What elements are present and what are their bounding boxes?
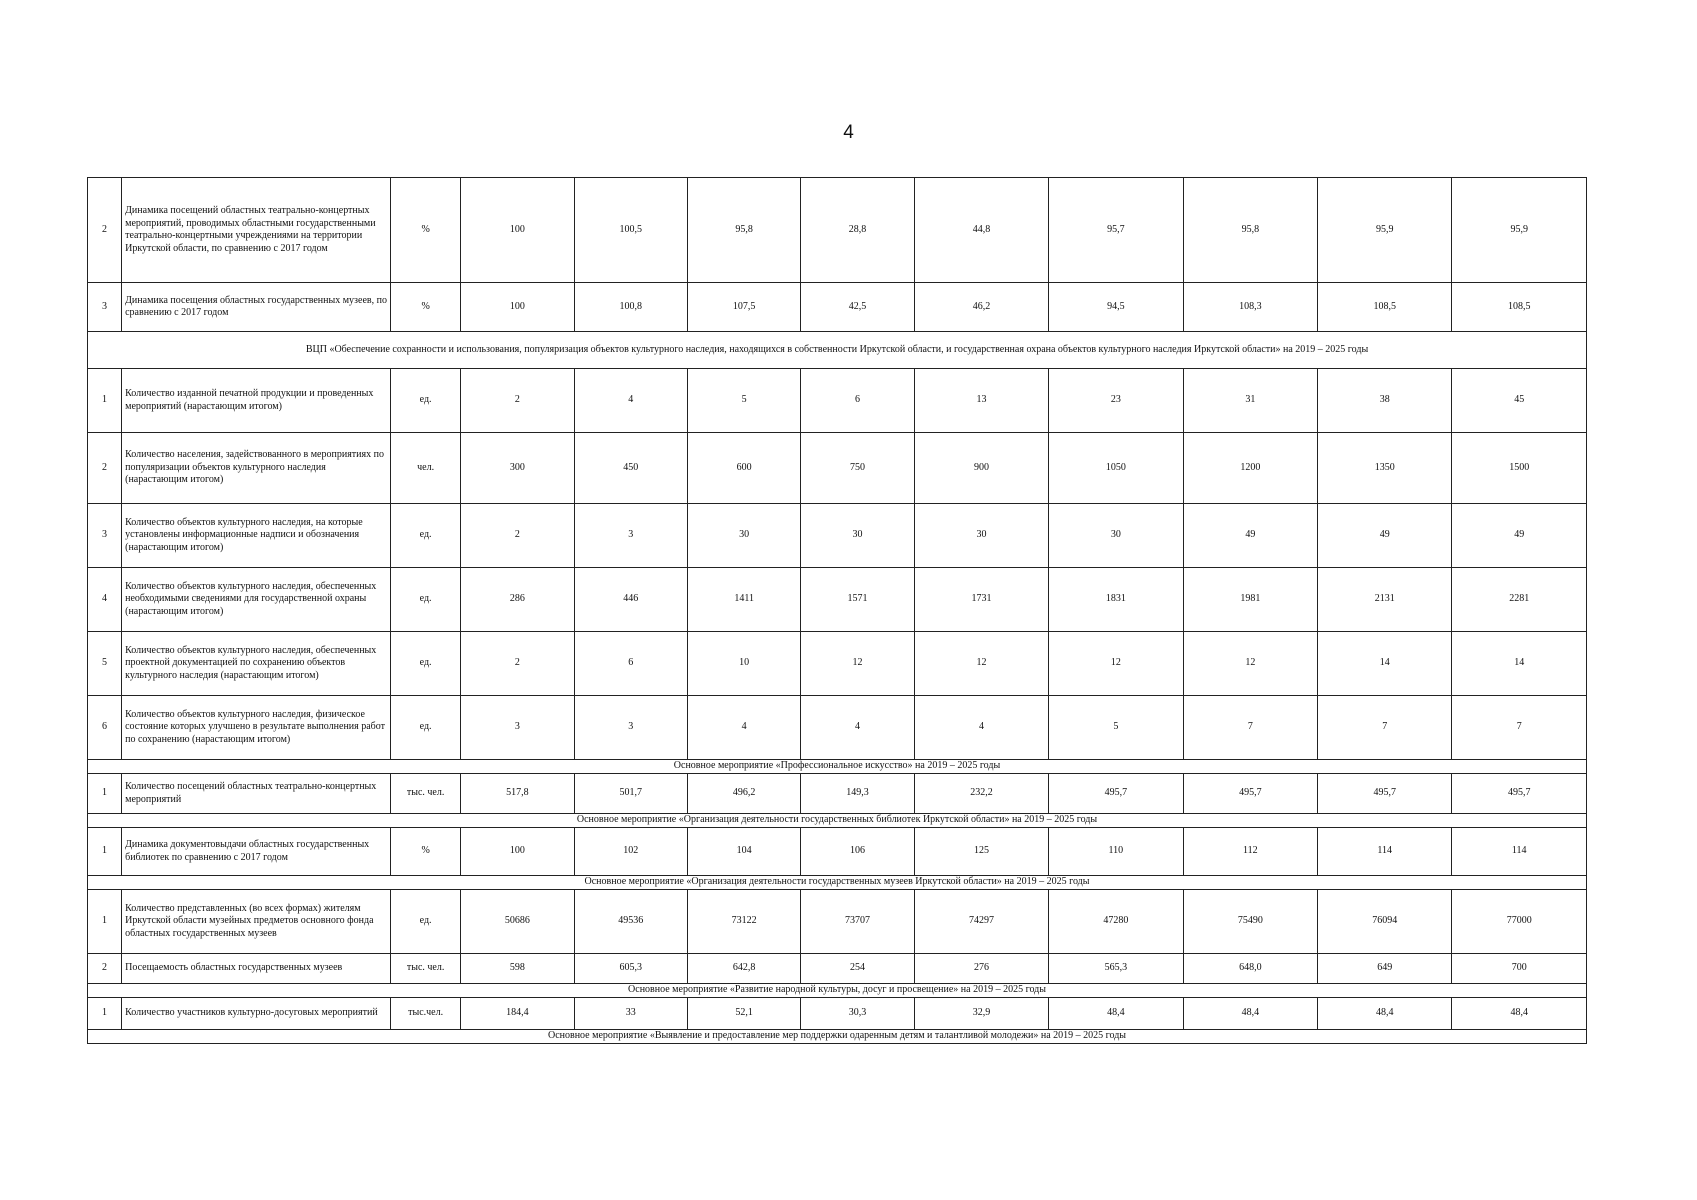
value-cell: 30,3 <box>801 998 914 1030</box>
unit: ед. <box>391 696 461 760</box>
value-cell: 14 <box>1318 632 1452 696</box>
indicator-name: Количество объектов культурного наследия, обеспеченных необходимыми сведениями для государственной охраны (нарастающим итогом) <box>122 568 391 632</box>
value-cell: 495,7 <box>1049 774 1183 814</box>
value-cell: 750 <box>801 433 914 504</box>
table-row <box>88 954 1587 984</box>
row-number: 1 <box>88 890 122 954</box>
value-cell: 649 <box>1318 954 1452 984</box>
section-title: Основное мероприятие «Профессиональное искусство» на 2019 – 2025 годы <box>88 760 1587 774</box>
value-cell: 300 <box>461 433 574 504</box>
value-cell: 114 <box>1452 828 1587 876</box>
value-cell: 30 <box>801 504 914 568</box>
section-title: Основное мероприятие «Организация деятельности государственных библиотек Иркутской области» на 2019 – 2025 годы <box>88 814 1587 828</box>
value-cell: 496,2 <box>687 774 800 814</box>
value-cell: 1731 <box>914 568 1048 632</box>
table-row <box>88 998 1587 1030</box>
value-cell: 149,3 <box>801 774 914 814</box>
table-row <box>88 774 1587 814</box>
section-header <box>88 984 1587 998</box>
value-cell: 45 <box>1452 369 1587 433</box>
value-cell: 31 <box>1183 369 1317 433</box>
value-cell: 125 <box>914 828 1048 876</box>
value-cell: 605,3 <box>574 954 687 984</box>
value-cell: 106 <box>801 828 914 876</box>
value-cell: 2 <box>461 504 574 568</box>
value-cell: 598 <box>461 954 574 984</box>
indicator-name: Количество участников культурно-досуговых мероприятий <box>122 998 391 1030</box>
value-cell: 3 <box>574 696 687 760</box>
section-header <box>88 814 1587 828</box>
value-cell: 38 <box>1318 369 1452 433</box>
section-header <box>88 1030 1587 1044</box>
value-cell: 450 <box>574 433 687 504</box>
indicator-name: Количество населения, задействованного в мероприятиях по популяризации объектов культурного наследия (нарастающим итогом) <box>122 433 391 504</box>
indicator-name: Динамика посещений областных театрально-концертных мероприятий, проводимых областными государственными театрально-концертными учреждениями на территории Иркутской области, по сравнению с 2017 годом <box>122 178 391 283</box>
value-cell: 104 <box>687 828 800 876</box>
indicator-name: Динамика документовыдачи областных государственных библиотек по сравнению с 2017 годом <box>122 828 391 876</box>
value-cell: 254 <box>801 954 914 984</box>
value-cell: 49 <box>1452 504 1587 568</box>
unit: % <box>391 178 461 283</box>
row-number: 2 <box>88 433 122 504</box>
row-number: 6 <box>88 696 122 760</box>
value-cell: 565,3 <box>1049 954 1183 984</box>
value-cell: 12 <box>914 632 1048 696</box>
value-cell: 30 <box>687 504 800 568</box>
value-cell: 495,7 <box>1318 774 1452 814</box>
unit: тыс.чел. <box>391 998 461 1030</box>
page-number: 4 <box>843 122 854 143</box>
table-row <box>88 433 1587 504</box>
table-row <box>88 632 1587 696</box>
unit: ед. <box>391 504 461 568</box>
value-cell: 1411 <box>687 568 800 632</box>
value-cell: 48,4 <box>1452 998 1587 1030</box>
value-cell: 30 <box>1049 504 1183 568</box>
value-cell: 48,4 <box>1318 998 1452 1030</box>
row-number: 2 <box>88 954 122 984</box>
section-title: Основное мероприятие «Выявление и предоставление мер поддержки одаренным детям и талантливой молодежи» на 2019 – 2025 годы <box>88 1030 1587 1044</box>
value-cell: 33 <box>574 998 687 1030</box>
value-cell: 50686 <box>461 890 574 954</box>
unit: ед. <box>391 369 461 433</box>
value-cell: 44,8 <box>914 178 1048 283</box>
indicator-name: Динамика посещения областных государственных музеев, по сравнению с 2017 годом <box>122 283 391 332</box>
value-cell: 42,5 <box>801 283 914 332</box>
section-title: ВЦП «Обеспечение сохранности и использования, популяризация объектов культурного наследия, находящихся в собственности Иркутской области, и государственная охрана объектов культурного наследия Иркутской области» на 2019 – 2025 годы <box>88 332 1587 369</box>
value-cell: 52,1 <box>687 998 800 1030</box>
value-cell: 94,5 <box>1049 283 1183 332</box>
value-cell: 5 <box>1049 696 1183 760</box>
value-cell: 73707 <box>801 890 914 954</box>
row-number: 3 <box>88 283 122 332</box>
row-number: 1 <box>88 369 122 433</box>
value-cell: 1200 <box>1183 433 1317 504</box>
value-cell: 1500 <box>1452 433 1587 504</box>
value-cell: 23 <box>1049 369 1183 433</box>
value-cell: 232,2 <box>914 774 1048 814</box>
value-cell: 12 <box>1049 632 1183 696</box>
value-cell: 6 <box>801 369 914 433</box>
value-cell: 5 <box>687 369 800 433</box>
value-cell: 74297 <box>914 890 1048 954</box>
value-cell: 184,4 <box>461 998 574 1030</box>
row-number: 4 <box>88 568 122 632</box>
value-cell: 2281 <box>1452 568 1587 632</box>
indicator-name: Количество изданной печатной продукции и проведенных мероприятий (нарастающим итогом) <box>122 369 391 433</box>
value-cell: 95,9 <box>1452 178 1587 283</box>
value-cell: 2 <box>461 369 574 433</box>
value-cell: 112 <box>1183 828 1317 876</box>
value-cell: 108,5 <box>1318 283 1452 332</box>
value-cell: 46,2 <box>914 283 1048 332</box>
value-cell: 3 <box>574 504 687 568</box>
value-cell: 501,7 <box>574 774 687 814</box>
value-cell: 3 <box>461 696 574 760</box>
section-header <box>88 332 1587 369</box>
row-number: 2 <box>88 178 122 283</box>
value-cell: 1571 <box>801 568 914 632</box>
value-cell: 600 <box>687 433 800 504</box>
value-cell: 100,5 <box>574 178 687 283</box>
row-number: 1 <box>88 774 122 814</box>
table-row <box>88 369 1587 433</box>
value-cell: 30 <box>914 504 1048 568</box>
value-cell: 48,4 <box>1049 998 1183 1030</box>
value-cell: 7 <box>1183 696 1317 760</box>
value-cell: 7 <box>1318 696 1452 760</box>
value-cell: 100 <box>461 178 574 283</box>
value-cell: 642,8 <box>687 954 800 984</box>
value-cell: 10 <box>687 632 800 696</box>
value-cell: 700 <box>1452 954 1587 984</box>
value-cell: 2 <box>461 632 574 696</box>
value-cell: 77000 <box>1452 890 1587 954</box>
table-row <box>88 178 1587 283</box>
value-cell: 495,7 <box>1183 774 1317 814</box>
indicator-name: Количество представленных (во всех формах) жителям Иркутской области музейных предметов основного фонда областных государственных музеев <box>122 890 391 954</box>
table-row <box>88 504 1587 568</box>
value-cell: 286 <box>461 568 574 632</box>
value-cell: 446 <box>574 568 687 632</box>
value-cell: 107,5 <box>687 283 800 332</box>
indicator-name: Количество посещений областных театрально-концертных мероприятий <box>122 774 391 814</box>
value-cell: 276 <box>914 954 1048 984</box>
value-cell: 2131 <box>1318 568 1452 632</box>
indicator-name: Посещаемость областных государственных музеев <box>122 954 391 984</box>
section-header <box>88 760 1587 774</box>
value-cell: 1981 <box>1183 568 1317 632</box>
table-row <box>88 890 1587 954</box>
value-cell: 1050 <box>1049 433 1183 504</box>
value-cell: 495,7 <box>1452 774 1587 814</box>
table-row <box>88 568 1587 632</box>
indicator-name: Количество объектов культурного наследия, физическое состояние которых улучшено в результате выполнения работ по сохранению (нарастающим итогом) <box>122 696 391 760</box>
row-number: 1 <box>88 828 122 876</box>
value-cell: 114 <box>1318 828 1452 876</box>
value-cell: 32,9 <box>914 998 1048 1030</box>
value-cell: 14 <box>1452 632 1587 696</box>
row-number: 5 <box>88 632 122 696</box>
section-title: Основное мероприятие «Организация деятельности государственных музеев Иркутской области» на 2019 – 2025 годы <box>88 876 1587 890</box>
value-cell: 12 <box>1183 632 1317 696</box>
value-cell: 73122 <box>687 890 800 954</box>
value-cell: 76094 <box>1318 890 1452 954</box>
value-cell: 28,8 <box>801 178 914 283</box>
value-cell: 100,8 <box>574 283 687 332</box>
value-cell: 110 <box>1049 828 1183 876</box>
value-cell: 1350 <box>1318 433 1452 504</box>
value-cell: 95,8 <box>1183 178 1317 283</box>
value-cell: 95,8 <box>687 178 800 283</box>
unit: тыс. чел. <box>391 774 461 814</box>
indicators-table <box>87 177 1587 1044</box>
table-body <box>88 178 1587 1044</box>
value-cell: 75490 <box>1183 890 1317 954</box>
indicator-name: Количество объектов культурного наследия, на которые установлены информационные надписи и обозначения (нарастающим итогом) <box>122 504 391 568</box>
value-cell: 7 <box>1452 696 1587 760</box>
value-cell: 900 <box>914 433 1048 504</box>
value-cell: 6 <box>574 632 687 696</box>
value-cell: 48,4 <box>1183 998 1317 1030</box>
section-title: Основное мероприятие «Развитие народной культуры, досуг и просвещение» на 2019 – 2025 годы <box>88 984 1587 998</box>
value-cell: 1831 <box>1049 568 1183 632</box>
value-cell: 100 <box>461 283 574 332</box>
value-cell: 4 <box>914 696 1048 760</box>
value-cell: 49 <box>1183 504 1317 568</box>
table-row <box>88 696 1587 760</box>
unit: ед. <box>391 890 461 954</box>
table-row <box>88 828 1587 876</box>
unit: чел. <box>391 433 461 504</box>
value-cell: 12 <box>801 632 914 696</box>
value-cell: 95,7 <box>1049 178 1183 283</box>
row-number: 3 <box>88 504 122 568</box>
unit: тыс. чел. <box>391 954 461 984</box>
value-cell: 95,9 <box>1318 178 1452 283</box>
indicator-name: Количество объектов культурного наследия, обеспеченных проектной документацией по сохранению объектов культурного наследия (нарастающим итогом) <box>122 632 391 696</box>
value-cell: 13 <box>914 369 1048 433</box>
value-cell: 648,0 <box>1183 954 1317 984</box>
value-cell: 517,8 <box>461 774 574 814</box>
value-cell: 4 <box>687 696 800 760</box>
value-cell: 108,3 <box>1183 283 1317 332</box>
table-row <box>88 283 1587 332</box>
unit: ед. <box>391 632 461 696</box>
value-cell: 4 <box>574 369 687 433</box>
value-cell: 49536 <box>574 890 687 954</box>
value-cell: 4 <box>801 696 914 760</box>
section-header <box>88 876 1587 890</box>
unit: ед. <box>391 568 461 632</box>
value-cell: 100 <box>461 828 574 876</box>
unit: % <box>391 828 461 876</box>
unit: % <box>391 283 461 332</box>
value-cell: 102 <box>574 828 687 876</box>
row-number: 1 <box>88 998 122 1030</box>
value-cell: 49 <box>1318 504 1452 568</box>
value-cell: 47280 <box>1049 890 1183 954</box>
value-cell: 108,5 <box>1452 283 1587 332</box>
